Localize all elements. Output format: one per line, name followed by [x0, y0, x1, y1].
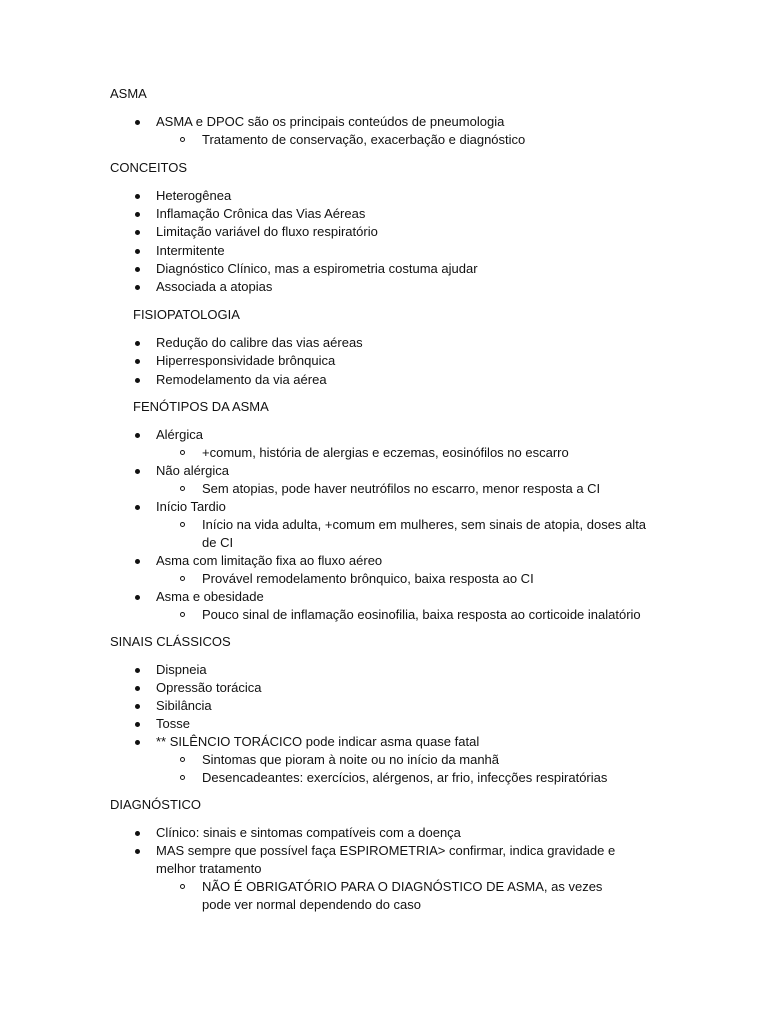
- section-title-conceitos: CONCEITOS: [110, 160, 188, 175]
- list-item-text: Opressão torácica: [156, 680, 262, 695]
- section-title-sinais: SINAIS CLÁSSICOS: [110, 634, 231, 649]
- list-item-text: Associada a atopias: [156, 279, 273, 294]
- list-item-text: Sem atopias, pode haver neutrófilos no escarro, menor resposta a CI: [202, 481, 601, 496]
- list-item-text: Início Tardio: [156, 499, 226, 514]
- list-item-text: Alérgica: [156, 427, 203, 442]
- list-item-text: Desencadeantes: exercícios, alérgenos, ar frio, infecções respiratórias: [202, 770, 608, 785]
- list-item-text: Provável remodelamento brônquico, baixa resposta ao CI: [202, 571, 534, 586]
- list-item-text: +comum, história de alergias e eczemas, eosinófilos no escarro: [202, 445, 569, 460]
- list-item-text: ASMA e DPOC são os principais conteúdos de pneumologia: [156, 114, 505, 129]
- list-item-text: ** SILÊNCIO TORÁCICO pode indicar asma quase fatal: [156, 734, 480, 749]
- list-item-text: Tratamento de conservação, exacerbação e diagnóstico: [202, 132, 526, 147]
- list-item-text: Diagnóstico Clínico, mas a espirometria costuma ajudar: [156, 261, 478, 276]
- list-item-text: Asma com limitação fixa ao fluxo aéreo: [156, 553, 383, 568]
- list-item-text: Redução do calibre das vias aéreas: [156, 335, 363, 350]
- list-item-text: MAS sempre que possível faça ESPIROMETRIA> confirmar, indica gravidade e melhor tratamento: [156, 843, 616, 876]
- list-item-text: Asma e obesidade: [156, 589, 264, 604]
- list-item-text: Sintomas que pioram à noite ou no início da manhã: [202, 752, 500, 767]
- list-item-text: Heterogênea: [156, 188, 232, 203]
- list-item-text: Tosse: [156, 716, 190, 731]
- list-item-text: Limitação variável do fluxo respiratório: [156, 224, 378, 239]
- list-item-text: Não alérgica: [156, 463, 229, 478]
- list-item-text: Dispneia: [156, 662, 207, 677]
- section-title-fisiopatologia: FISIOPATOLOGIA: [133, 307, 240, 322]
- section-title-fenotipos: FENÓTIPOS DA ASMA: [133, 399, 269, 414]
- list-item-text: Intermitente: [156, 243, 225, 258]
- list-item-text: Início na vida adulta, +comum em mulheres, sem sinais de atopia, doses alta de CI: [202, 517, 647, 550]
- section-title-asma: ASMA: [110, 86, 147, 101]
- list-item-text: NÃO É OBRIGATÓRIO PARA O DIAGNÓSTICO DE ASMA, as vezes pode ver normal dependendo do caso: [202, 879, 603, 912]
- list-item-text: Hiperresponsividade brônquica: [156, 353, 336, 368]
- list-item-text: Remodelamento da via aérea: [156, 372, 327, 387]
- section-title-diagnostico: DIAGNÓSTICO: [110, 797, 202, 812]
- list-item-text: Sibilância: [156, 698, 212, 713]
- list-item-text: Inflamação Crônica das Vias Aéreas: [156, 206, 366, 221]
- list-item-text: Pouco sinal de inflamação eosinofilia, baixa resposta ao corticoide inalatório: [202, 607, 641, 622]
- list-item-text: Clínico: sinais e sintomas compatíveis com a doença: [156, 825, 461, 840]
